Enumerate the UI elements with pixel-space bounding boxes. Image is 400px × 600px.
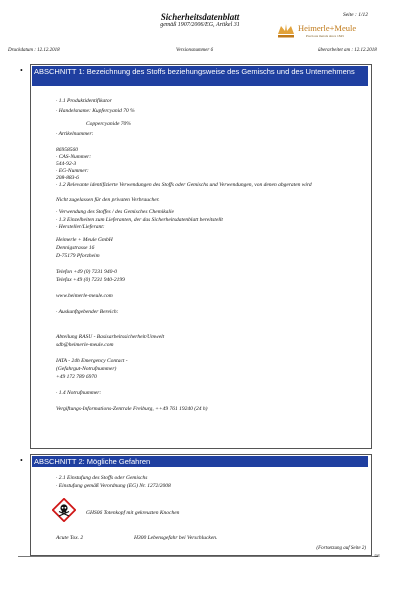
text-line: · Verwendung des Stoffes / des Gemisches Chemikalie	[56, 209, 174, 215]
text-line: · Handelsname: Kupfercyanid 70 %	[56, 108, 135, 114]
text-line: · Einstufung gemäß Verordnung (EG) Nr. 1272/2008	[56, 483, 171, 489]
text-line: · Artikelnummer:	[56, 131, 94, 137]
text-line: Dennigstrasse 16	[56, 245, 95, 251]
text-line: · 1.2 Relevante identifizierte Verwendungen des Stoffs oder Gemischs und Verwendungen, von denen abgeraten wird	[56, 182, 312, 188]
text-line: 544-92-3	[56, 161, 77, 167]
text-line: Abteilung RASU - Basisarbeitssicherheit/Umwelt	[56, 334, 165, 340]
text-line: · 1.3 Einzelheiten zum Lieferanten, der das Sicherheitsdatenblatt bereitstellt	[56, 217, 223, 223]
text-line: Nicht zugelassen für den privaten Verbraucher.	[56, 197, 160, 203]
text-line: +49 172 789 6970	[56, 374, 97, 380]
text-line: · CAS-Nummer:	[56, 154, 92, 160]
text-line: H300 Lebensgefahr bei Verschlucken.	[134, 535, 218, 541]
text-line: Acute Tox. 2	[56, 535, 84, 541]
page-number: Seite : 1/12	[342, 12, 368, 18]
section-2-title: ABSCHNITT 2: Mögliche Gefahren	[32, 456, 368, 467]
text-line: Telefon +49 (0) 7231 940-0	[56, 269, 117, 275]
document-title: Sicherheitsdatenblatt	[160, 12, 240, 22]
footer-code: DE	[374, 553, 380, 558]
continuation-note: (Fortsetzung auf Seite 2)	[316, 546, 366, 551]
document-subtitle: gemäß 1907/2006/EG, Artikel 31	[160, 22, 240, 28]
version-number: Versionsnummer 6	[176, 48, 214, 53]
footer-divider	[18, 556, 378, 557]
text-line: · 2.1 Einstufung des Stoffs oder Gemischs	[56, 475, 148, 481]
text-line: Heimerle + Meule GmbH	[56, 237, 113, 243]
skull-crossbones-icon	[52, 498, 76, 522]
text-line: GHS06 Totenkopf mit gekreuzten Knochen	[86, 510, 180, 516]
text-line: IATA - 24h Emergency Contact -	[56, 358, 128, 364]
section-marker: •	[20, 66, 23, 75]
text-line: · Auskunftgebender Bereich:	[56, 309, 119, 315]
text-line: (Gefahrgut-Notrufnummer)	[56, 366, 117, 372]
text-line: 86958560	[56, 147, 78, 153]
text-line: sdb@heimerle-meule.com	[56, 342, 114, 348]
text-line: 208-883-6	[56, 175, 79, 181]
text-line: Vergiftungs-Informations-Zentrale Freiburg, ++49 761 19240 (24 h)	[56, 406, 208, 412]
section-1-title: ABSCHNITT 1: Bezeichnung des Stoffs beziehungsweise des Gemischs und des Unternehmens	[32, 66, 368, 86]
section-marker: •	[20, 456, 23, 465]
logo-text: Heimerle+Meule	[298, 23, 357, 33]
text-line: D-75179 Pforzheim	[56, 253, 100, 259]
logo-tagline: Precious metals since 1845	[306, 34, 345, 38]
print-date: Druckdatum : 12.12.2018	[8, 48, 60, 53]
text-line: · 1.1 Produktidentifikator	[56, 98, 112, 104]
text-line: www.heimerle-meule.com	[56, 293, 113, 299]
text-line: · EG-Nummer:	[56, 168, 89, 174]
text-line: · 1.4 Notrufnummer:	[56, 390, 102, 396]
text-line: Telefax +49 (0) 7231 940-2199	[56, 277, 125, 283]
text-line: · Hersteller/Lieferant:	[56, 224, 105, 230]
logo-icon	[276, 20, 296, 40]
revision-date: überarbeitet am : 12.12.2018	[318, 48, 377, 53]
company-logo	[276, 20, 368, 42]
text-line: Coppercyanide 70%	[86, 121, 131, 127]
